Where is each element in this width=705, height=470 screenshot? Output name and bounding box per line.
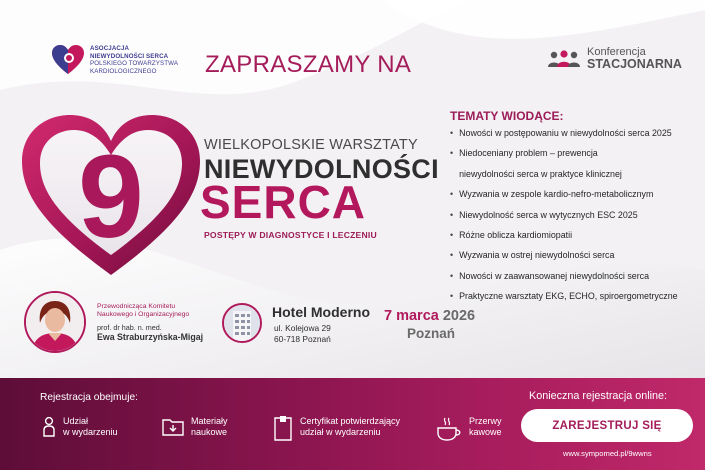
topic-item — [450, 230, 700, 250]
topics-list — [450, 128, 700, 312]
topic-text: niewydolności serca w praktyce klinicznej — [459, 168, 622, 179]
building-icon — [224, 305, 260, 341]
event-city: Poznań — [407, 326, 456, 341]
person-portrait-icon — [26, 293, 84, 351]
conference-type: STACJONARNA — [587, 57, 682, 71]
conference-label: Konferencja — [587, 46, 646, 58]
feature-line1: Materiały — [191, 416, 228, 426]
registration-link[interactable]: www.sympomed.pl/9wwns — [563, 449, 652, 458]
workshop-line2: NIEWYDOLNOŚCI — [204, 154, 439, 184]
edition-number: 9 — [78, 131, 144, 263]
feature-line2: kawowe — [469, 427, 502, 437]
hotel-photo — [222, 303, 262, 343]
chair-person — [97, 324, 203, 342]
feature-line2: naukowe — [191, 427, 228, 437]
topic-text: Różne oblicza kardiomiopatii — [459, 229, 573, 240]
workshop-line3: SERCA — [200, 176, 367, 228]
association-logo — [52, 45, 178, 75]
folder-icon — [162, 416, 184, 436]
bullet-dot: • — [450, 229, 454, 240]
chair-name: Ewa Straburzyńska-Migaj — [97, 331, 204, 342]
topic-item — [450, 291, 700, 311]
workshop-line1: WIELKOPOLSKIE WARSZTATY — [204, 137, 418, 153]
register-button[interactable]: ZAREJESTRUJ SIĘ — [521, 409, 693, 442]
event-day-month: 7 marca — [384, 308, 439, 324]
edition-heart — [22, 115, 200, 277]
topic-item — [450, 169, 700, 189]
bullet-dot: • — [450, 189, 454, 200]
chair-role — [97, 303, 217, 319]
feature-line2: w wydarzeniu — [63, 427, 118, 437]
bullet-dot: • — [450, 291, 454, 302]
association-line3: POLSKIEGO TOWARZYSTWA — [90, 60, 179, 68]
audience-icon — [547, 49, 581, 69]
feature-line2: udział w wydarzeniu — [300, 427, 381, 437]
topic-item — [450, 271, 700, 291]
event-date — [384, 308, 475, 324]
chair-title: prof. dr hab. n. med. — [97, 323, 162, 332]
topic-item — [450, 128, 700, 148]
topics-title: TEMATY WIODĄCE: — [450, 109, 564, 123]
feature-line1: Udział — [63, 416, 89, 426]
bullet-dot: • — [450, 270, 454, 281]
association-line2: NIEWYDOLNOŚCI SERCA — [90, 52, 169, 60]
chair-portrait — [24, 291, 86, 353]
venue-postal: 60-718 Poznań — [274, 333, 331, 344]
person-icon — [42, 416, 56, 438]
conference-badge — [547, 47, 682, 71]
event-year: 2026 — [442, 308, 476, 324]
certificate-icon — [273, 416, 293, 442]
workshop-subtitle: POSTĘPY W DIAGNOSTYCE I LECZENIU — [204, 230, 377, 240]
chair-role-line2: Naukowego i Organizacyjnego — [97, 311, 190, 318]
topic-item — [450, 210, 700, 230]
topic-text: Praktyczne warsztaty EKG, ECHO, spiroergometryczne — [459, 291, 678, 302]
topic-text: Niedoceniany problem – prewencja — [459, 148, 598, 159]
topic-item — [450, 189, 700, 209]
feature-coffee — [436, 416, 502, 442]
invite-headline: ZAPRASZAMY NA — [205, 51, 412, 78]
feature-materials — [162, 416, 228, 438]
chair-role-line1: Przewodnicząca Komitetu — [97, 303, 176, 310]
heart-puzzle-icon — [52, 45, 84, 75]
coffee-icon — [436, 416, 462, 442]
online-registration-label: Konieczna rejestracja online: — [529, 390, 668, 402]
feature-line1: Certyfikat potwierdzający — [300, 416, 401, 426]
topic-text: Niewydolność serca w wytycznych ESC 2025 — [459, 209, 638, 220]
association-line1: ASOCJACJA — [90, 45, 130, 52]
bullet-dot: • — [450, 209, 454, 220]
association-line4: KARDIOLOGICZNEGO — [90, 67, 157, 75]
bullet-dot: • — [450, 148, 454, 159]
venue-name: Hotel Moderno — [272, 304, 370, 320]
venue-street: ul. Kolejowa 29 — [274, 323, 331, 333]
feature-participation — [42, 416, 118, 438]
bullet-dot: • — [450, 128, 454, 138]
feature-line1: Przerwy — [469, 416, 502, 426]
topic-item — [450, 250, 700, 270]
topic-text: Wyzwania w zespole kardio-nefro-metabolicznym — [459, 189, 654, 200]
venue-address — [274, 323, 331, 344]
topic-text: Nowości w postępowaniu w niewydolności serca 2025 — [459, 128, 672, 138]
topic-text: Wyzwania w ostrej niewydolności serca — [459, 250, 615, 261]
feature-certificate — [273, 416, 400, 442]
registration-title: Rejestracja obejmuje: — [40, 392, 138, 403]
bullet-dot: • — [450, 250, 454, 261]
topic-item — [450, 148, 700, 168]
topic-text: Nowości w zaawansowanej niewydolności serca — [459, 270, 650, 281]
